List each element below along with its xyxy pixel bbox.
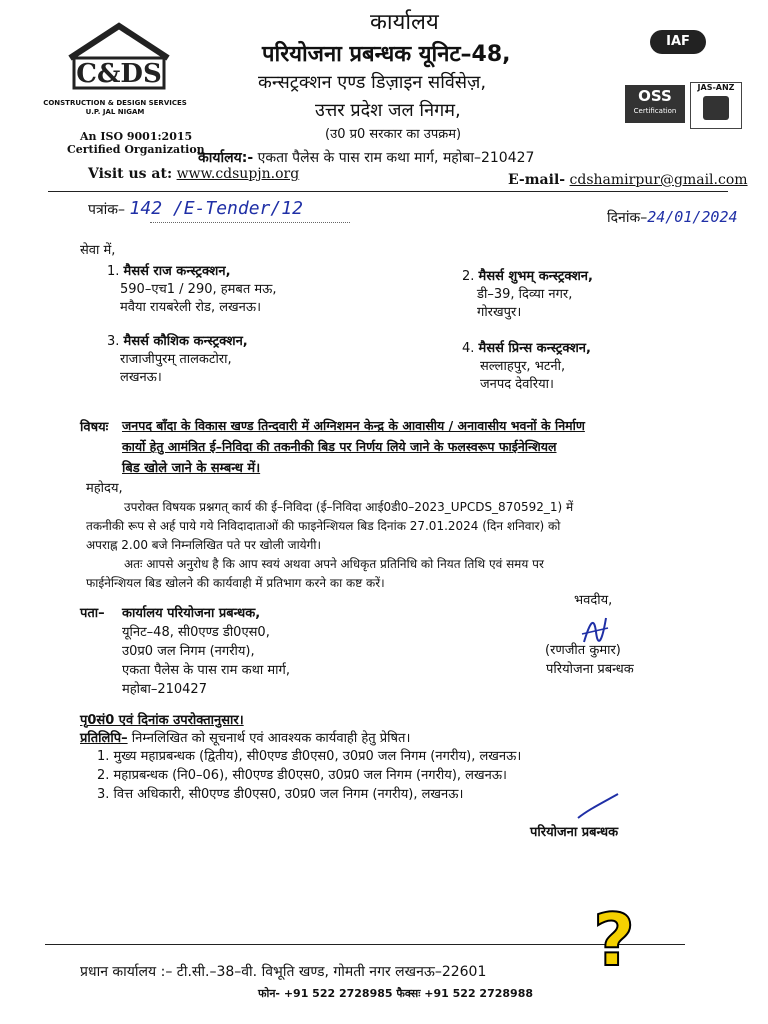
pata-line-1: कार्यालय परियोजना प्रबन्धक, (122, 606, 261, 621)
website-line: Visit us at: www.cdsupjn.org (88, 166, 300, 182)
para-1-line-3: अपराह्न 2.00 बजे निम्नलिखित पते पर खोली जायेगी। (86, 538, 322, 552)
copy-item-3: 3. वित्त अधिकारी, सी0एण्ड डी0एस0, उ0प्र0 जल निगम (नगरीय), लखनऊ। (97, 787, 464, 802)
pata-line-2: यूनिट–48, सी0एण्ड डी0एस0, (122, 625, 270, 640)
addressee-1-line-1: 590–एच1 / 290, हमबत मऊ, (120, 282, 277, 297)
closing: भवदीय, (574, 593, 613, 608)
subject-label: विषयः (80, 420, 109, 435)
patrank-dotted-line (150, 222, 350, 223)
footer-phone: फोन- +91 522 2728985 फैक्सः +91 522 2728988 (258, 987, 534, 1000)
email-link[interactable]: cdshamirpur@gmail.com (569, 172, 748, 188)
header-title-3: कन्सट्रक्शन एण्ड डिज़ाइन सर्विसेज़, (258, 72, 487, 93)
iso-line-1: An ISO 9001:2015 (80, 130, 193, 143)
signature-2 (574, 790, 622, 822)
copy-signatory-title: परियोजना प्रबन्धक (530, 825, 619, 840)
iaf-badge: IAF (650, 30, 706, 54)
addressee-2-line-1: डी–39, दिव्या नगर, (477, 287, 573, 302)
logo-caption-2: U.P. JAL NIGAM (85, 108, 145, 116)
subject-line-2: कार्यो हेतु आमंत्रित ई–निविदा की तकनीकी बिड पर निर्णय लिये जाने के फलस्वरूप फाईनेन्शियल (122, 439, 557, 454)
addressee-1-line-2: मवैया रायबरेली रोड, लखनऊ। (120, 300, 262, 315)
signatory-name: (रणजीत कुमार) (545, 643, 621, 658)
header-subtitle: (उ0 प्र0 सरकार का उपक्रम) (325, 127, 462, 142)
date-value: 24/01/2024 (647, 208, 738, 226)
logo-caption: CONSTRUCTION & DESIGN SERVICES (43, 99, 187, 107)
addressee-4: 4. मैसर्स प्रिन्स कन्स्ट्रक्शन, (462, 341, 591, 356)
addressee-4-line-2: जनपद देवरिया। (480, 377, 554, 392)
para-2-line-2: फाईनेन्शियल बिड खोलने की कार्यवाही में प्रतिभाग करने का कष्ट करें। (86, 576, 385, 590)
para-2-line-1: अतः आपसे अनुरोध है कि आप स्वयं अथवा अपने अधिकृत प्रतिनिधि को नियत तिथि एवं समय पर (124, 557, 544, 571)
oss-badge: OSS Certification (625, 85, 685, 123)
svg-text:C&DS: C&DS (76, 59, 162, 89)
header-divider (48, 191, 728, 192)
addressee-3-line-2: लखनऊ। (120, 370, 162, 385)
addressee-1: 1. मैसर्स राज कन्स्ट्रक्शन, (107, 264, 231, 279)
pata-label: पता– (80, 606, 105, 621)
addressee-2-line-2: गोरखपुर। (477, 305, 522, 320)
addressee-4-line-1: सल्लाहपुर, भटनी, (480, 359, 566, 374)
copy-intro: प्रतिलिपि– निम्नलिखित को सूचनार्थ एवं आवश्यक कार्यवाही हेतु प्रेषित। (80, 731, 411, 746)
date: दिनांक–24/01/2024 (607, 208, 738, 226)
addressee-3-line-1: राजाजीपुरम् तालकटोरा, (120, 352, 232, 367)
subject-line-3: बिड खोले जाने के सम्बन्ध में। (122, 461, 261, 476)
organization-logo (60, 18, 178, 98)
copy-item-2: 2. महाप्रबन्धक (नि0–06), सी0एण्ड डी0एस0, उ0प्र0 जल निगम (नगरीय), लखनऊ। (97, 768, 507, 783)
header-title-1: कार्यालय (370, 10, 439, 35)
email-line: E-mail- cdshamirpur@gmail.com (508, 172, 748, 188)
copy-ref-line: पृ0सं0 एवं दिनांक उपरोक्तानुसार। (80, 713, 244, 728)
header-title-2: परियोजना प्रबन्धक यूनिट–48, (262, 42, 511, 67)
question-mark-icon: ? (593, 898, 635, 982)
header-title-4: उत्तर प्रदेश जल निगम, (315, 100, 461, 121)
pata-line-5: महोबा–210427 (122, 682, 207, 697)
addressee-3: 3. मैसर्स कौशिक कन्स्ट्रक्शन, (107, 334, 248, 349)
patrank: पत्रांक– 142 /E-Tender/12 (88, 198, 303, 219)
pata-line-4: एकता पैलेस के पास राम कथा मार्ग, (122, 663, 290, 678)
office-address: कार्यालय:- एकता पैलेस के पास राम कथा मार्ग, महोबा–210427 (198, 150, 535, 166)
subject-line-1: जनपद बाँदा के विकास खण्ड तिन्दवारी में अग्निशमन केन्द्र के आवासीय / अनावासीय भवनों के निर्माण (122, 418, 585, 433)
patrank-value: 142 /E-Tender/12 (129, 198, 303, 219)
iso-line-2: Certified Organization (67, 143, 205, 156)
addressee-2: 2. मैसर्स शुभम् कन्स्ट्रक्शन, (462, 269, 593, 284)
copy-item-1: 1. मुख्य महाप्रबन्धक (द्वितीय), सी0एण्ड डी0एस0, उ0प्र0 जल निगम (नगरीय), लखनऊ। (97, 749, 522, 764)
para-1-line-1: उपरोक्त विषयक प्रश्नगत् कार्य की ई–निविदा (ई–निविदा आई0डी0–2023_UPCDS_870592_1) में (124, 500, 574, 514)
seva-men: सेवा में, (80, 243, 116, 258)
salutation: महोदय, (86, 481, 123, 496)
signatory-title: परियोजना प्रबन्धक (546, 662, 634, 677)
pata-line-3: उ0प्र0 जल निगम (नगरीय), (122, 644, 255, 659)
footer-hq: प्रधान कार्यालय :– टी.सी.–38–वी. विभूति खण्ड, गोमती नगर लखनऊ–22601 (80, 964, 487, 980)
website-link[interactable]: www.cdsupjn.org (176, 166, 300, 182)
para-1-line-2: तकनीकी रूप से अर्ह पाये गये निविदादाताओं की फाइनेन्शियल बिड दिनांक 27.01.2024 (दिन शनिवार) को (86, 519, 561, 533)
jas-anz-badge: JAS-ANZ (690, 82, 742, 129)
